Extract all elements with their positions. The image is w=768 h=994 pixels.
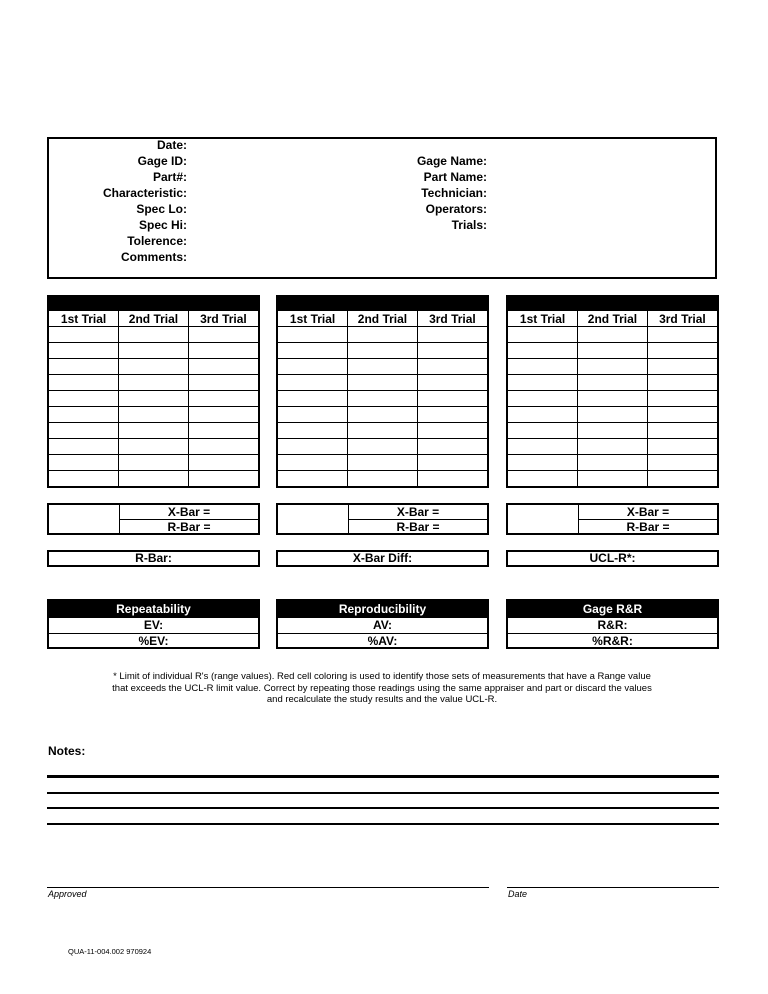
table-cell[interactable]	[508, 375, 578, 391]
table-cell[interactable]	[278, 439, 348, 455]
table-cell[interactable]	[647, 343, 717, 359]
table-row	[508, 439, 717, 455]
table-row	[508, 359, 717, 375]
table-cell[interactable]	[278, 391, 348, 407]
table-cell[interactable]	[417, 391, 487, 407]
table-cell[interactable]	[417, 327, 487, 343]
table-row	[278, 455, 487, 471]
table-row	[278, 327, 487, 343]
reproducibility-title: Reproducibility	[278, 601, 487, 618]
table-cell[interactable]	[119, 343, 189, 359]
column-header: 3rd Trial	[417, 311, 487, 327]
table-cell[interactable]	[188, 455, 258, 471]
table-cell[interactable]	[49, 439, 119, 455]
table-cell[interactable]	[417, 423, 487, 439]
table-cell[interactable]	[188, 343, 258, 359]
xbar-label: X-Bar =	[579, 505, 717, 520]
table-cell[interactable]	[578, 375, 648, 391]
tolerance-label: Tolerence:	[127, 234, 187, 248]
header-info-box	[47, 137, 717, 279]
table-row	[508, 375, 717, 391]
table-cell[interactable]	[578, 439, 648, 455]
table-cell[interactable]	[348, 327, 418, 343]
spec-lo-label: Spec Lo:	[136, 202, 187, 216]
table-cell[interactable]	[578, 343, 648, 359]
table-cell[interactable]	[188, 439, 258, 455]
table-cell[interactable]	[647, 391, 717, 407]
table-cell[interactable]	[348, 407, 418, 423]
column-header: 3rd Trial	[188, 311, 258, 327]
xbar-diff-box: X-Bar Diff:	[276, 550, 489, 567]
xbar-label: X-Bar =	[120, 505, 258, 520]
date-sign-label: Date	[508, 889, 528, 899]
table-cell[interactable]	[188, 327, 258, 343]
gage-rr-box	[506, 599, 719, 649]
footnote: * Limit of individual R's (range values). Red cell coloring is used to identify those sets of measurements that have a Range value that exceeds the UCL-R limit value. Correct by repeating those readings using the same appraiser and part or discard the values and recalculate the study results and the value UCL-R.	[112, 671, 652, 705]
trial-table-operator-c	[506, 295, 719, 488]
table-cell[interactable]	[49, 407, 119, 423]
table-cell[interactable]	[119, 455, 189, 471]
rbar-summary-box: R-Bar:	[47, 550, 260, 567]
table-cell[interactable]	[278, 471, 348, 487]
table-cell[interactable]	[417, 471, 487, 487]
table-cell[interactable]	[508, 455, 578, 471]
column-header: 1st Trial	[278, 311, 348, 327]
gage-id-label: Gage ID:	[137, 154, 187, 168]
table-cell[interactable]	[188, 407, 258, 423]
percent-rr-label: %R&R:	[592, 634, 633, 648]
table-row	[49, 343, 258, 359]
table-cell[interactable]	[188, 471, 258, 487]
xbar-rbar-box-c	[506, 503, 719, 535]
column-header: 1st Trial	[508, 311, 578, 327]
table-row	[278, 343, 487, 359]
table-cell[interactable]	[417, 439, 487, 455]
table-cell[interactable]	[278, 375, 348, 391]
table-cell[interactable]	[578, 455, 648, 471]
trial-table-header-bar	[49, 297, 258, 311]
table-row	[508, 407, 717, 423]
xbar-rbar-blank-cell	[278, 505, 349, 533]
table-cell[interactable]	[417, 359, 487, 375]
rr-label: R&R:	[508, 618, 717, 634]
column-header: 1st Trial	[49, 311, 119, 327]
notes-line	[47, 775, 719, 778]
table-cell[interactable]	[119, 375, 189, 391]
table-cell[interactable]	[578, 407, 648, 423]
table-cell[interactable]	[278, 423, 348, 439]
repeatability-title: Repeatability	[49, 601, 258, 618]
table-cell[interactable]	[348, 455, 418, 471]
table-row	[508, 343, 717, 359]
table-cell[interactable]	[49, 423, 119, 439]
table-row	[278, 391, 487, 407]
column-header: 3rd Trial	[647, 311, 717, 327]
comments-label: Comments:	[120, 250, 187, 264]
table-cell[interactable]	[578, 391, 648, 407]
table-cell[interactable]	[49, 343, 119, 359]
table-row	[508, 455, 717, 471]
table-row	[49, 391, 258, 407]
table-cell[interactable]	[278, 359, 348, 375]
xbar-label: X-Bar =	[349, 505, 487, 520]
trial-table-header-bar	[278, 297, 487, 311]
gage-name-label: Gage Name:	[416, 154, 487, 168]
table-cell[interactable]	[119, 423, 189, 439]
percent-av-label: %AV:	[367, 634, 398, 648]
date-signature-line	[507, 887, 719, 888]
table-cell[interactable]	[119, 439, 189, 455]
xbar-rbar-box-a	[47, 503, 260, 535]
table-cell[interactable]	[348, 359, 418, 375]
table-cell[interactable]	[278, 343, 348, 359]
table-cell[interactable]	[578, 423, 648, 439]
trial-table-grid	[278, 311, 487, 486]
trials-label: Trials:	[451, 218, 487, 232]
percent-ev-label: %EV:	[138, 634, 169, 648]
table-cell[interactable]	[578, 327, 648, 343]
table-header-row	[508, 311, 717, 327]
trial-table-operator-b	[276, 295, 489, 488]
table-row	[278, 439, 487, 455]
approved-label: Approved	[48, 889, 87, 899]
table-cell[interactable]	[348, 439, 418, 455]
table-row	[49, 439, 258, 455]
table-cell[interactable]	[647, 455, 717, 471]
table-cell[interactable]	[119, 391, 189, 407]
table-cell[interactable]	[647, 375, 717, 391]
rbar-label: R-Bar =	[396, 520, 440, 534]
table-cell[interactable]	[508, 439, 578, 455]
table-row	[49, 375, 258, 391]
table-row	[49, 471, 258, 487]
trial-table-grid	[508, 311, 717, 486]
notes-line	[47, 823, 719, 825]
table-cell[interactable]	[508, 391, 578, 407]
table-row	[508, 391, 717, 407]
table-row	[508, 471, 717, 487]
table-cell[interactable]	[508, 423, 578, 439]
table-cell[interactable]	[278, 455, 348, 471]
technician-label: Technician:	[421, 186, 487, 200]
table-cell[interactable]	[417, 455, 487, 471]
table-row	[49, 327, 258, 343]
table-cell[interactable]	[647, 423, 717, 439]
table-cell[interactable]	[647, 359, 717, 375]
table-cell[interactable]	[508, 407, 578, 423]
table-row	[49, 423, 258, 439]
gage-rr-title: Gage R&R	[508, 601, 717, 618]
table-cell[interactable]	[348, 423, 418, 439]
table-cell[interactable]	[278, 407, 348, 423]
notes-line	[47, 807, 719, 809]
table-row	[278, 375, 487, 391]
table-cell[interactable]	[119, 407, 189, 423]
notes-label: Notes:	[48, 744, 86, 758]
table-cell[interactable]	[647, 407, 717, 423]
part-number-label: Part#:	[152, 170, 187, 184]
table-cell[interactable]	[119, 359, 189, 375]
table-cell[interactable]	[578, 471, 648, 487]
table-cell[interactable]	[49, 471, 119, 487]
column-header: 2nd Trial	[348, 311, 418, 327]
table-cell[interactable]	[188, 423, 258, 439]
table-cell[interactable]	[417, 407, 487, 423]
date-label: Date:	[156, 138, 187, 152]
part-name-label: Part Name:	[423, 170, 487, 184]
table-row	[278, 423, 487, 439]
rbar-label: R-Bar =	[167, 520, 211, 534]
characteristic-label: Characteristic:	[102, 186, 187, 200]
table-cell[interactable]	[348, 471, 418, 487]
table-cell[interactable]	[647, 327, 717, 343]
trial-table-operator-a	[47, 295, 260, 488]
table-row	[49, 359, 258, 375]
notes-line	[47, 792, 719, 794]
table-cell[interactable]	[278, 327, 348, 343]
reproducibility-box	[276, 599, 489, 649]
spec-hi-label: Spec Hi:	[138, 218, 187, 232]
table-cell[interactable]	[49, 359, 119, 375]
table-cell[interactable]	[508, 471, 578, 487]
table-header-row	[49, 311, 258, 327]
form-number: QUA-11-004.002 970924	[68, 947, 152, 956]
repeatability-box	[47, 599, 260, 649]
table-cell[interactable]	[348, 375, 418, 391]
ucl-r-box: UCL-R*:	[506, 550, 719, 567]
table-cell[interactable]	[49, 455, 119, 471]
table-cell[interactable]	[188, 391, 258, 407]
trial-table-header-bar	[508, 297, 717, 311]
trial-table-grid	[49, 311, 258, 486]
table-cell[interactable]	[188, 359, 258, 375]
column-header: 2nd Trial	[119, 311, 189, 327]
table-row	[508, 327, 717, 343]
xbar-rbar-box-b	[276, 503, 489, 535]
table-cell[interactable]	[348, 391, 418, 407]
table-cell[interactable]	[578, 359, 648, 375]
table-cell[interactable]	[49, 327, 119, 343]
table-cell[interactable]	[348, 343, 418, 359]
table-row	[49, 455, 258, 471]
column-header: 2nd Trial	[578, 311, 648, 327]
rbar-label: R-Bar =	[626, 520, 670, 534]
table-header-row	[278, 311, 487, 327]
av-label: AV:	[278, 618, 487, 634]
table-cell[interactable]	[647, 439, 717, 455]
table-row	[278, 359, 487, 375]
table-row	[508, 423, 717, 439]
table-cell[interactable]	[119, 471, 189, 487]
table-cell[interactable]	[49, 375, 119, 391]
xbar-rbar-blank-cell	[508, 505, 579, 533]
table-cell[interactable]	[508, 359, 578, 375]
operators-label: Operators:	[425, 202, 487, 216]
table-cell[interactable]	[417, 375, 487, 391]
table-cell[interactable]	[508, 343, 578, 359]
table-row	[278, 471, 487, 487]
table-cell[interactable]	[49, 391, 119, 407]
table-row	[278, 407, 487, 423]
ev-label: EV:	[49, 618, 258, 634]
table-cell[interactable]	[417, 343, 487, 359]
approved-signature-line	[47, 887, 489, 888]
table-cell[interactable]	[647, 471, 717, 487]
xbar-rbar-blank-cell	[49, 505, 120, 533]
table-cell[interactable]	[508, 327, 578, 343]
table-row	[49, 407, 258, 423]
table-cell[interactable]	[188, 375, 258, 391]
table-cell[interactable]	[119, 327, 189, 343]
